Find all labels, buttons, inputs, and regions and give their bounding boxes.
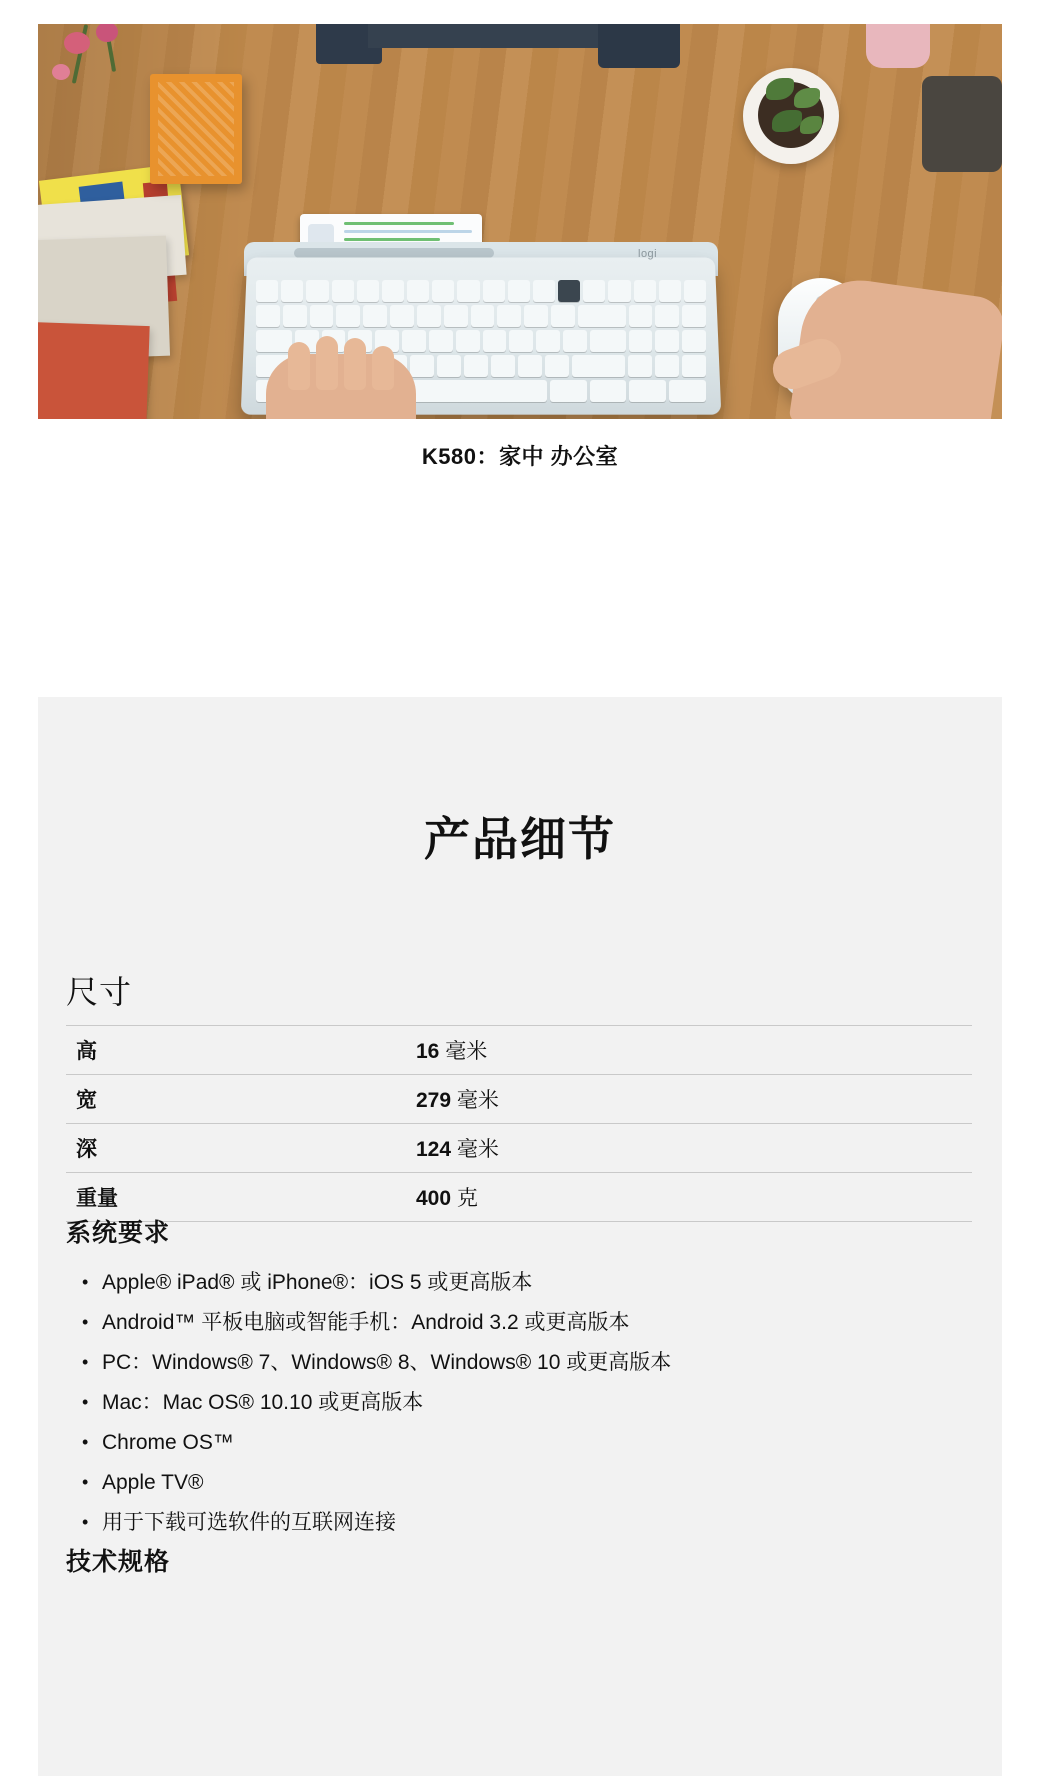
logitech-logo: logi <box>638 248 658 260</box>
finger <box>344 338 366 390</box>
dimension-number: 279 <box>416 1089 452 1112</box>
table-row <box>66 1026 972 1075</box>
dimension-unit: 毫米 <box>456 1089 499 1112</box>
list-item: • Android™ 平板电脑或智能手机：Android 3.2 或更高版本 <box>80 1303 671 1343</box>
dimension-label: 深 <box>66 1124 416 1173</box>
dimension-label: 宽 <box>66 1075 416 1124</box>
dimension-value <box>416 1124 972 1173</box>
desk-object-dark-strip <box>368 24 608 48</box>
dimension-number: 400 <box>416 1187 452 1210</box>
table-row <box>66 1124 972 1173</box>
dimension-value <box>416 1026 972 1075</box>
page-title: 产品细节 <box>424 813 616 865</box>
table-row <box>66 1075 972 1124</box>
system-requirements-heading: 系统要求 <box>66 1219 171 1247</box>
list-item: • Apple TV® <box>80 1463 671 1503</box>
desk-object-dark-right <box>598 24 680 68</box>
product-details-panel <box>38 697 1002 1776</box>
hero-product-photo <box>38 24 1002 419</box>
finger <box>316 336 338 390</box>
dimension-label: 高 <box>66 1026 416 1075</box>
system-requirements-list <box>80 1263 671 1543</box>
list-item: • PC：Windows® 7、Windows® 8、Windows® 10 或更高版本 <box>80 1343 671 1383</box>
dimension-number: 16 <box>416 1040 440 1063</box>
dimension-unit: 毫米 <box>445 1040 488 1063</box>
dimension-unit: 克 <box>456 1187 478 1210</box>
flower-bloom <box>52 64 70 80</box>
dimensions-heading: 尺寸 <box>66 974 133 1010</box>
tech-specs-heading: 技术规格 <box>66 1548 171 1576</box>
finger <box>288 342 310 390</box>
orange-box <box>150 74 242 184</box>
flower-bloom <box>96 24 118 42</box>
list-item: • 用于下载可选软件的互联网连接 <box>80 1503 671 1543</box>
dimension-value <box>416 1173 972 1222</box>
list-item: • Chrome OS™ <box>80 1423 671 1463</box>
list-item: • Apple® iPad® 或 iPhone®：iOS 5 或更高版本 <box>80 1263 671 1303</box>
book-orange <box>38 322 150 419</box>
dimensions-table <box>66 1025 972 1222</box>
table-row <box>66 1173 972 1222</box>
flower-bloom <box>64 32 90 54</box>
dimension-value <box>416 1075 972 1124</box>
dimension-number: 124 <box>416 1138 452 1161</box>
finger <box>372 346 394 390</box>
desk-scene <box>38 24 1002 419</box>
list-item: • Mac：Mac OS® 10.10 或更高版本 <box>80 1383 671 1423</box>
pink-mug <box>866 24 930 68</box>
dark-cup <box>922 76 1002 172</box>
dimension-unit: 毫米 <box>456 1138 499 1161</box>
dimension-label: 重量 <box>66 1173 416 1222</box>
hero-caption: K580：家中 办公室 <box>421 444 619 469</box>
